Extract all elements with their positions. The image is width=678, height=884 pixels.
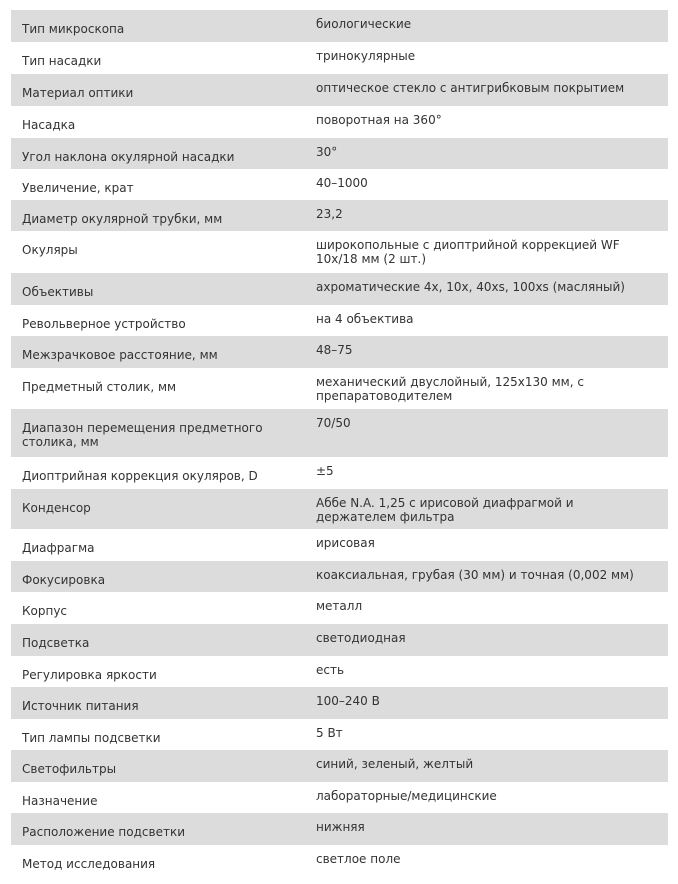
- spec-value: тринокулярные: [316, 49, 416, 63]
- spec-row: [11, 10, 668, 42]
- spec-value: 23,2: [316, 207, 343, 221]
- spec-value: светлое поле: [316, 852, 401, 866]
- spec-label: Объективы: [22, 285, 94, 299]
- spec-row: [11, 138, 668, 169]
- spec-row: [11, 409, 668, 457]
- spec-value: широкопольные с диоптрийной коррекцией WF 10х/18 мм (2 шт.): [316, 238, 620, 266]
- spec-row: [11, 169, 668, 200]
- spec-value: 70/50: [316, 416, 351, 430]
- spec-label: Источник питания: [22, 699, 139, 713]
- spec-row: [11, 845, 668, 876]
- spec-value: биологические: [316, 17, 412, 31]
- spec-row: [11, 750, 668, 782]
- spec-label: Окуляры: [22, 243, 78, 257]
- spec-value: на 4 объектива: [316, 312, 414, 326]
- spec-label: Тип насадки: [22, 54, 102, 68]
- spec-row: [11, 813, 668, 845]
- spec-label: Угол наклона окулярной насадки: [22, 150, 235, 164]
- spec-row: [11, 42, 668, 74]
- spec-value: оптическое стекло с антигрибковым покрытием: [316, 81, 625, 95]
- spec-value: есть: [316, 663, 345, 677]
- spec-value: 5 Вт: [316, 726, 343, 740]
- spec-label: Светофильтры: [22, 762, 117, 776]
- spec-value: ирисовая: [316, 536, 375, 550]
- spec-row: [11, 231, 668, 273]
- spec-label: Материал оптики: [22, 86, 134, 100]
- spec-row: [11, 106, 668, 138]
- spec-label: Револьверное устройство: [22, 317, 186, 331]
- spec-value: синий, зеленый, желтый: [316, 757, 474, 771]
- spec-label: Тип микроскопа: [22, 22, 125, 36]
- spec-label: Назначение: [22, 794, 98, 808]
- spec-row: [11, 592, 668, 624]
- spec-value: ±5: [316, 464, 334, 478]
- spec-label: Предметный столик, мм: [22, 380, 177, 394]
- spec-value: механический двуслойный, 125х130 мм, с препаратоводителем: [316, 375, 584, 403]
- specifications-table: [11, 10, 668, 876]
- spec-label: Диаметр окулярной трубки, мм: [22, 212, 223, 226]
- spec-value: лабораторные/медицинские: [316, 789, 497, 803]
- spec-label: Расположение подсветки: [22, 825, 185, 839]
- spec-value: нижняя: [316, 820, 365, 834]
- spec-value: поворотная на 360°: [316, 113, 442, 127]
- spec-value: 100–240 В: [316, 694, 380, 708]
- spec-row: [11, 457, 668, 489]
- spec-value: металл: [316, 599, 363, 613]
- spec-label: Корпус: [22, 604, 68, 618]
- spec-value: Аббе N.A. 1,25 с ирисовой диафрагмой и держателем фильтра: [316, 496, 574, 524]
- spec-label: Насадка: [22, 118, 76, 132]
- spec-label: Подсветка: [22, 636, 90, 650]
- spec-value: 48–75: [316, 343, 353, 357]
- spec-row: [11, 273, 668, 305]
- spec-row: [11, 656, 668, 687]
- spec-label: Конденсор: [22, 501, 91, 515]
- spec-row: [11, 529, 668, 561]
- spec-row: [11, 687, 668, 719]
- spec-row: [11, 782, 668, 813]
- spec-row: [11, 489, 668, 529]
- spec-label: Диапазон перемещения предметного столика, мм: [22, 421, 263, 449]
- spec-value: коаксиальная, грубая (30 мм) и точная (0,002 мм): [316, 568, 634, 582]
- spec-row: [11, 74, 668, 106]
- spec-row: [11, 336, 668, 368]
- spec-row: [11, 561, 668, 592]
- spec-row: [11, 719, 668, 750]
- spec-label: Тип лампы подсветки: [22, 731, 161, 745]
- spec-label: Регулировка яркости: [22, 668, 157, 682]
- spec-label: Диоптрийная коррекция окуляров, D: [22, 469, 258, 483]
- spec-row: [11, 368, 668, 409]
- spec-value: 40–1000: [316, 176, 368, 190]
- spec-value: 30°: [316, 145, 338, 159]
- spec-row: [11, 200, 668, 231]
- spec-label: Межзрачковое расстояние, мм: [22, 348, 218, 362]
- spec-value: светодиодная: [316, 631, 406, 645]
- spec-row: [11, 624, 668, 656]
- spec-label: Метод исследования: [22, 857, 156, 871]
- spec-label: Увеличение, крат: [22, 181, 134, 195]
- spec-value: ахроматические 4х, 10х, 40хs, 100хs (масляный): [316, 280, 625, 294]
- spec-label: Диафрагма: [22, 541, 95, 555]
- spec-row: [11, 305, 668, 336]
- spec-label: Фокусировка: [22, 573, 106, 587]
